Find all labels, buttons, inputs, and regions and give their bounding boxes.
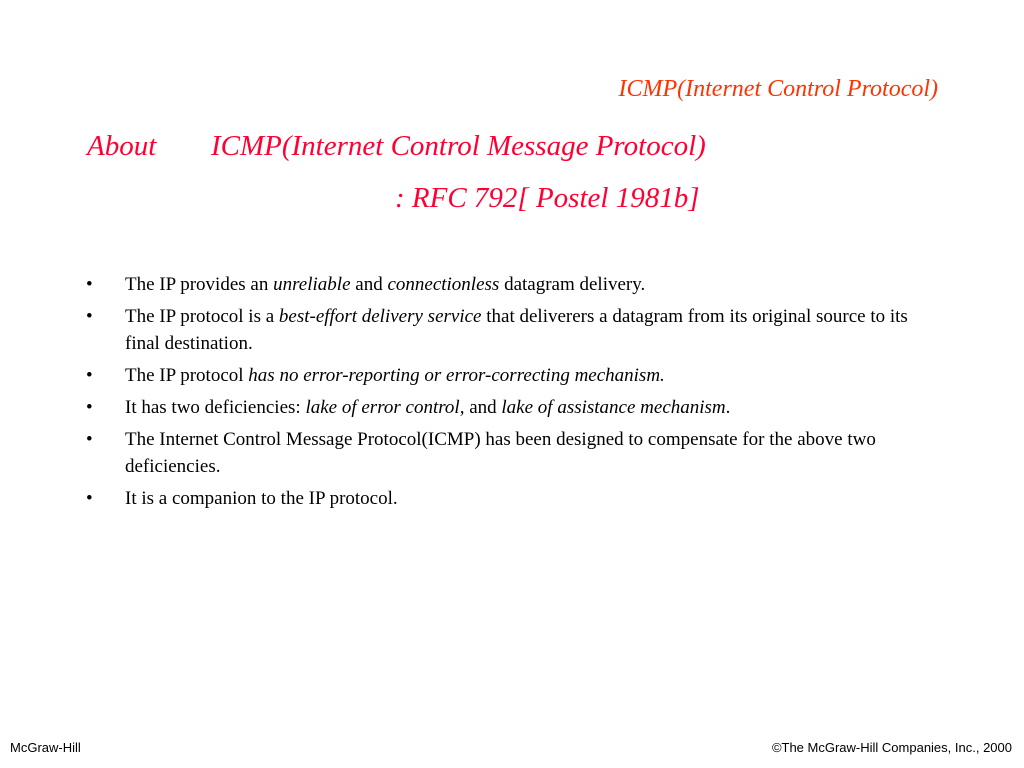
bullet-emphasis: lake of error control: [305, 397, 460, 418]
chapter-title: ICMP(Internet Control Protocol): [618, 76, 938, 102]
footer-copyright: ©The McGraw-Hill Companies, Inc., 2000: [771, 740, 1012, 755]
bullet-text: The IP provides an: [125, 274, 274, 295]
bullet-text: and: [350, 274, 388, 295]
bullet-text: The Internet Control Message Protocol(ICMP) has been designed to compensate for the above two deficiencies.: [125, 429, 876, 477]
bullet-item: [86, 362, 946, 389]
heading-about: About: [87, 130, 157, 162]
bullet-dot-icon: •: [86, 274, 93, 295]
bullet-text: It has two deficiencies:: [125, 397, 306, 418]
bullet-text: It is a companion to the IP protocol.: [125, 488, 398, 509]
bullet-item: [86, 426, 946, 480]
bullet-dot-icon: •: [86, 397, 93, 418]
bullet-emphasis: has no error-reporting or error-correcting mechanism.: [248, 365, 665, 386]
slide-heading: [87, 130, 706, 163]
bullet-dot-icon: •: [86, 429, 93, 450]
heading-subtitle: : RFC 792[ Postel 1981b]: [395, 182, 700, 214]
bullet-emphasis: best-effort delivery service: [278, 306, 482, 327]
bullet-text: The IP protocol: [125, 365, 249, 386]
heading-title: ICMP(Internet Control Message Protocol): [211, 130, 706, 162]
bullet-text: datagram delivery.: [499, 274, 646, 295]
bullet-emphasis: unreliable: [273, 274, 351, 295]
bullet-item: [86, 485, 946, 512]
bullet-item: [86, 303, 946, 357]
bullet-text: .: [725, 397, 731, 418]
bullet-emphasis: lake of assistance mechanism: [501, 397, 726, 418]
bullet-dot-icon: •: [86, 365, 93, 386]
bullet-dot-icon: •: [86, 488, 93, 509]
bullet-list: [86, 271, 946, 517]
bullet-text: , and: [459, 397, 502, 418]
bullet-item: [86, 271, 946, 298]
bullet-item: [86, 394, 946, 421]
bullet-emphasis: connectionless: [387, 274, 500, 295]
bullet-dot-icon: •: [86, 306, 93, 327]
footer-publisher: McGraw-Hill: [10, 740, 81, 755]
bullet-text: The IP protocol is a: [125, 306, 279, 327]
bullet-text: that deliverers a datagram from its original source to its final destination.: [125, 306, 908, 354]
